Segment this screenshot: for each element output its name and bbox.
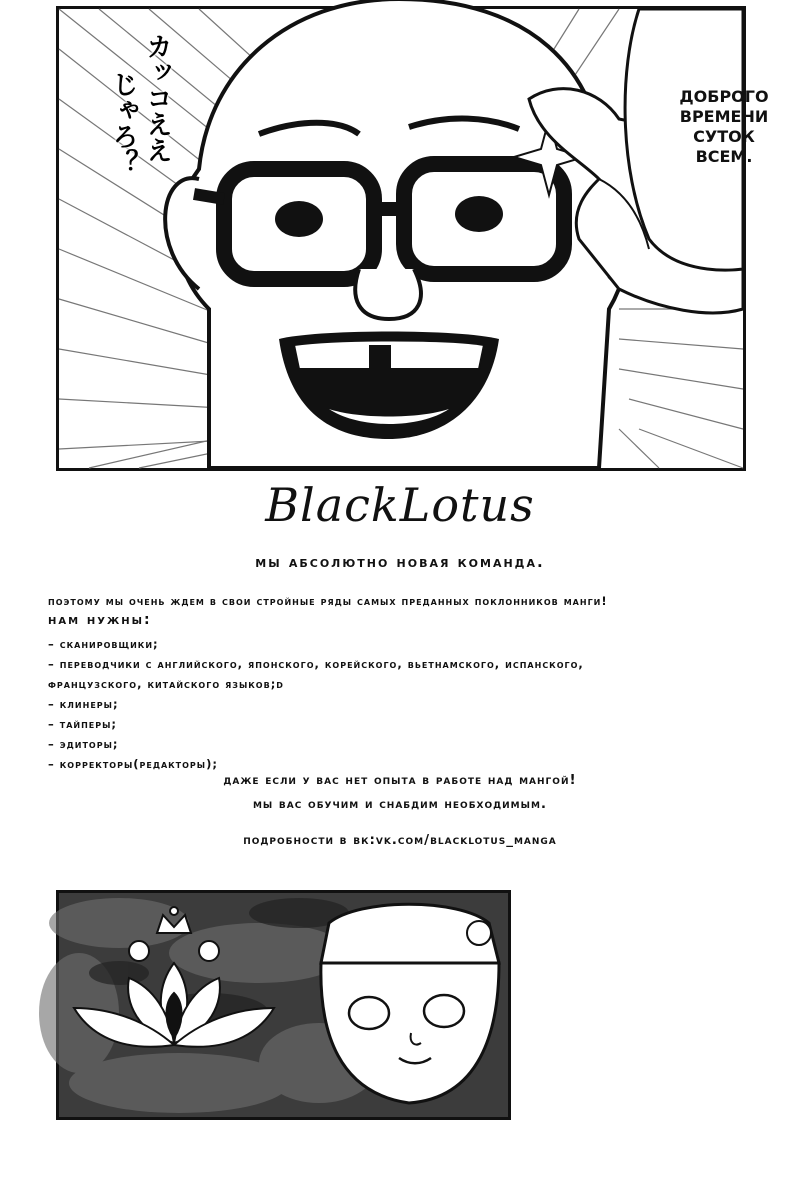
speech-bubble-line: ВРЕМЕНИ xyxy=(679,107,769,126)
japanese-sfx-text-1: カッコええ xyxy=(142,33,172,163)
bottom-manga-panel xyxy=(56,890,511,1120)
list-item: французского, китайского языков;d xyxy=(48,677,284,691)
list-item: – эдиторы; xyxy=(48,737,119,751)
roles-list xyxy=(48,634,768,774)
list-item: – клинеры; xyxy=(48,697,119,711)
list-item: – сканировщики; xyxy=(48,637,159,651)
speech-bubble-line: СУТОК xyxy=(693,127,755,146)
speech-bubble-text xyxy=(659,87,789,167)
blacklotus-logo: BlackLotus xyxy=(265,478,535,532)
recruitment-intro: поэтому мы очень ждем в свои стройные ряды самых преданных поклонников манги! xyxy=(48,594,608,608)
japanese-sfx-text-2: じゃろ？ xyxy=(108,71,138,175)
needs-heading: нам нужны: xyxy=(48,612,152,628)
closing-line-1: даже если у вас нет опыта в работе над мангой! xyxy=(223,772,577,788)
lotus-emblem-and-child-illustration xyxy=(59,893,508,1117)
speech-bubble-line: ВСЕМ. xyxy=(695,147,753,166)
team-tagline: мы абсолютно новая команда. xyxy=(255,553,545,571)
list-item: – переводчики с английского, японского, корейского, вьетнамского, испанского, xyxy=(48,657,584,671)
top-manga-panel xyxy=(56,6,769,471)
speech-bubble-line: ДОБРОГО xyxy=(679,87,769,106)
list-item: – тайперы; xyxy=(48,717,118,731)
contact-link[interactable]: подробности в вк:vk.com/blacklotus_manga xyxy=(243,832,557,848)
closing-line-2: мы вас обучим и снабдим необходимым. xyxy=(252,796,548,812)
list-item: – корректоры(редакторы); xyxy=(48,757,218,771)
